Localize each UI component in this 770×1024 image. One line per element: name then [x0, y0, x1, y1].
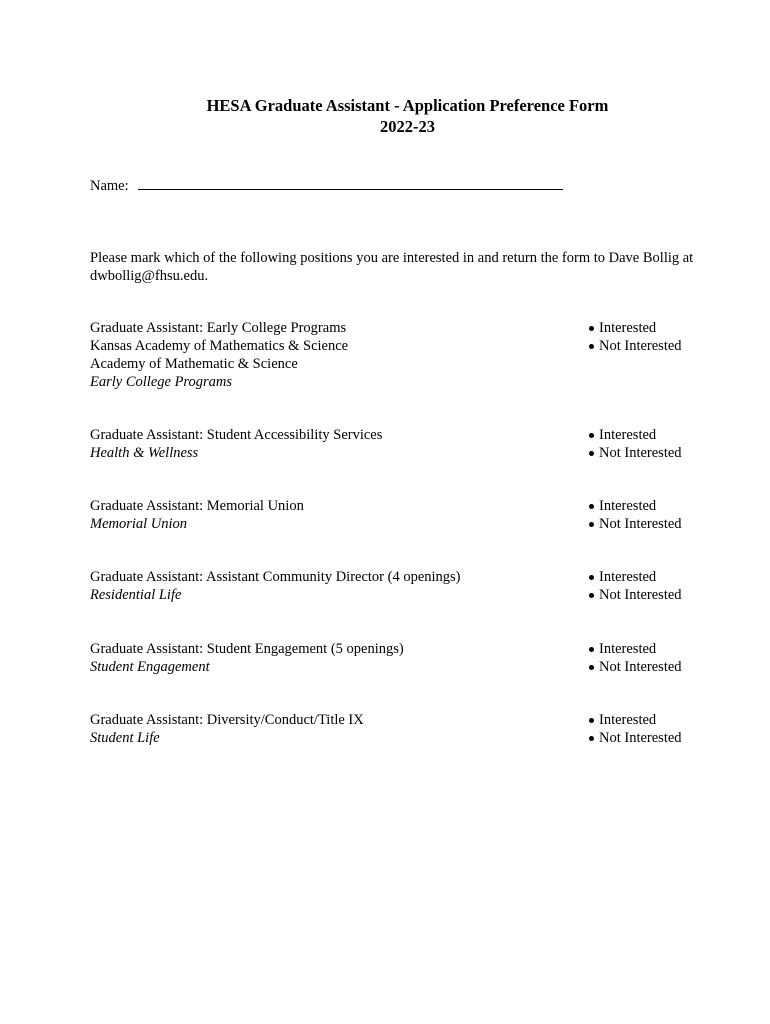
position-title: Graduate Assistant: Student Engagement (5 openings): [90, 641, 404, 657]
position-student-engagement: [90, 640, 690, 676]
name-row: [90, 177, 563, 195]
position-early-college: [90, 319, 690, 391]
position-title: Graduate Assistant: Student Accessibility Services: [90, 427, 383, 443]
option-interested[interactable]: Interested: [589, 319, 682, 337]
option-interested[interactable]: Interested: [589, 497, 682, 515]
choice-list: [589, 497, 682, 533]
position-subtitle: Kansas Academy of Mathematics & Science: [90, 338, 349, 354]
option-interested[interactable]: Interested: [589, 426, 682, 444]
choice-list: [589, 568, 682, 604]
name-field[interactable]: [138, 177, 563, 190]
name-label: Name:: [90, 178, 129, 194]
choice-list: [589, 319, 682, 355]
position-department: Early College Programs: [90, 374, 233, 390]
instructions-text: Please mark which of the following positions you are interested in and return the form to Dave Bollig at dwbollig@fhsu.edu.: [90, 250, 694, 284]
choice-list: [589, 711, 682, 747]
form-year: 2022-23: [380, 117, 435, 136]
choice-list: [589, 640, 682, 676]
form-title-line: HESA Graduate Assistant - Application Preference Form: [206, 96, 609, 115]
position-community-director: [90, 568, 690, 604]
option-not-interested[interactable]: Not Interested: [589, 444, 682, 462]
position-diversity-conduct: [90, 711, 690, 747]
option-not-interested[interactable]: Not Interested: [589, 586, 682, 604]
position-department: Residential Life: [90, 587, 182, 603]
position-title: Graduate Assistant: Memorial Union: [90, 498, 304, 514]
position-department: Student Engagement: [90, 659, 210, 675]
option-not-interested[interactable]: Not Interested: [589, 658, 682, 676]
position-department: Memorial Union: [90, 516, 188, 532]
option-not-interested[interactable]: Not Interested: [589, 515, 682, 533]
position-department: Health & Wellness: [90, 445, 199, 461]
form-title: [0, 95, 770, 137]
position-title: Graduate Assistant: Early College Programs: [90, 320, 347, 336]
position-memorial-union: [90, 497, 690, 533]
option-not-interested[interactable]: Not Interested: [589, 729, 682, 747]
option-interested[interactable]: Interested: [589, 711, 682, 729]
option-not-interested[interactable]: Not Interested: [589, 337, 682, 355]
choice-list: [589, 426, 682, 462]
position-subtitle: Academy of Mathematic & Science: [90, 356, 298, 372]
position-title: Graduate Assistant: Diversity/Conduct/Title IX: [90, 712, 364, 728]
position-accessibility: [90, 426, 690, 462]
option-interested[interactable]: Interested: [589, 640, 682, 658]
position-department: Student Life: [90, 730, 160, 746]
option-interested[interactable]: Interested: [589, 568, 682, 586]
position-title: Graduate Assistant: Assistant Community Director (4 openings): [90, 569, 461, 585]
